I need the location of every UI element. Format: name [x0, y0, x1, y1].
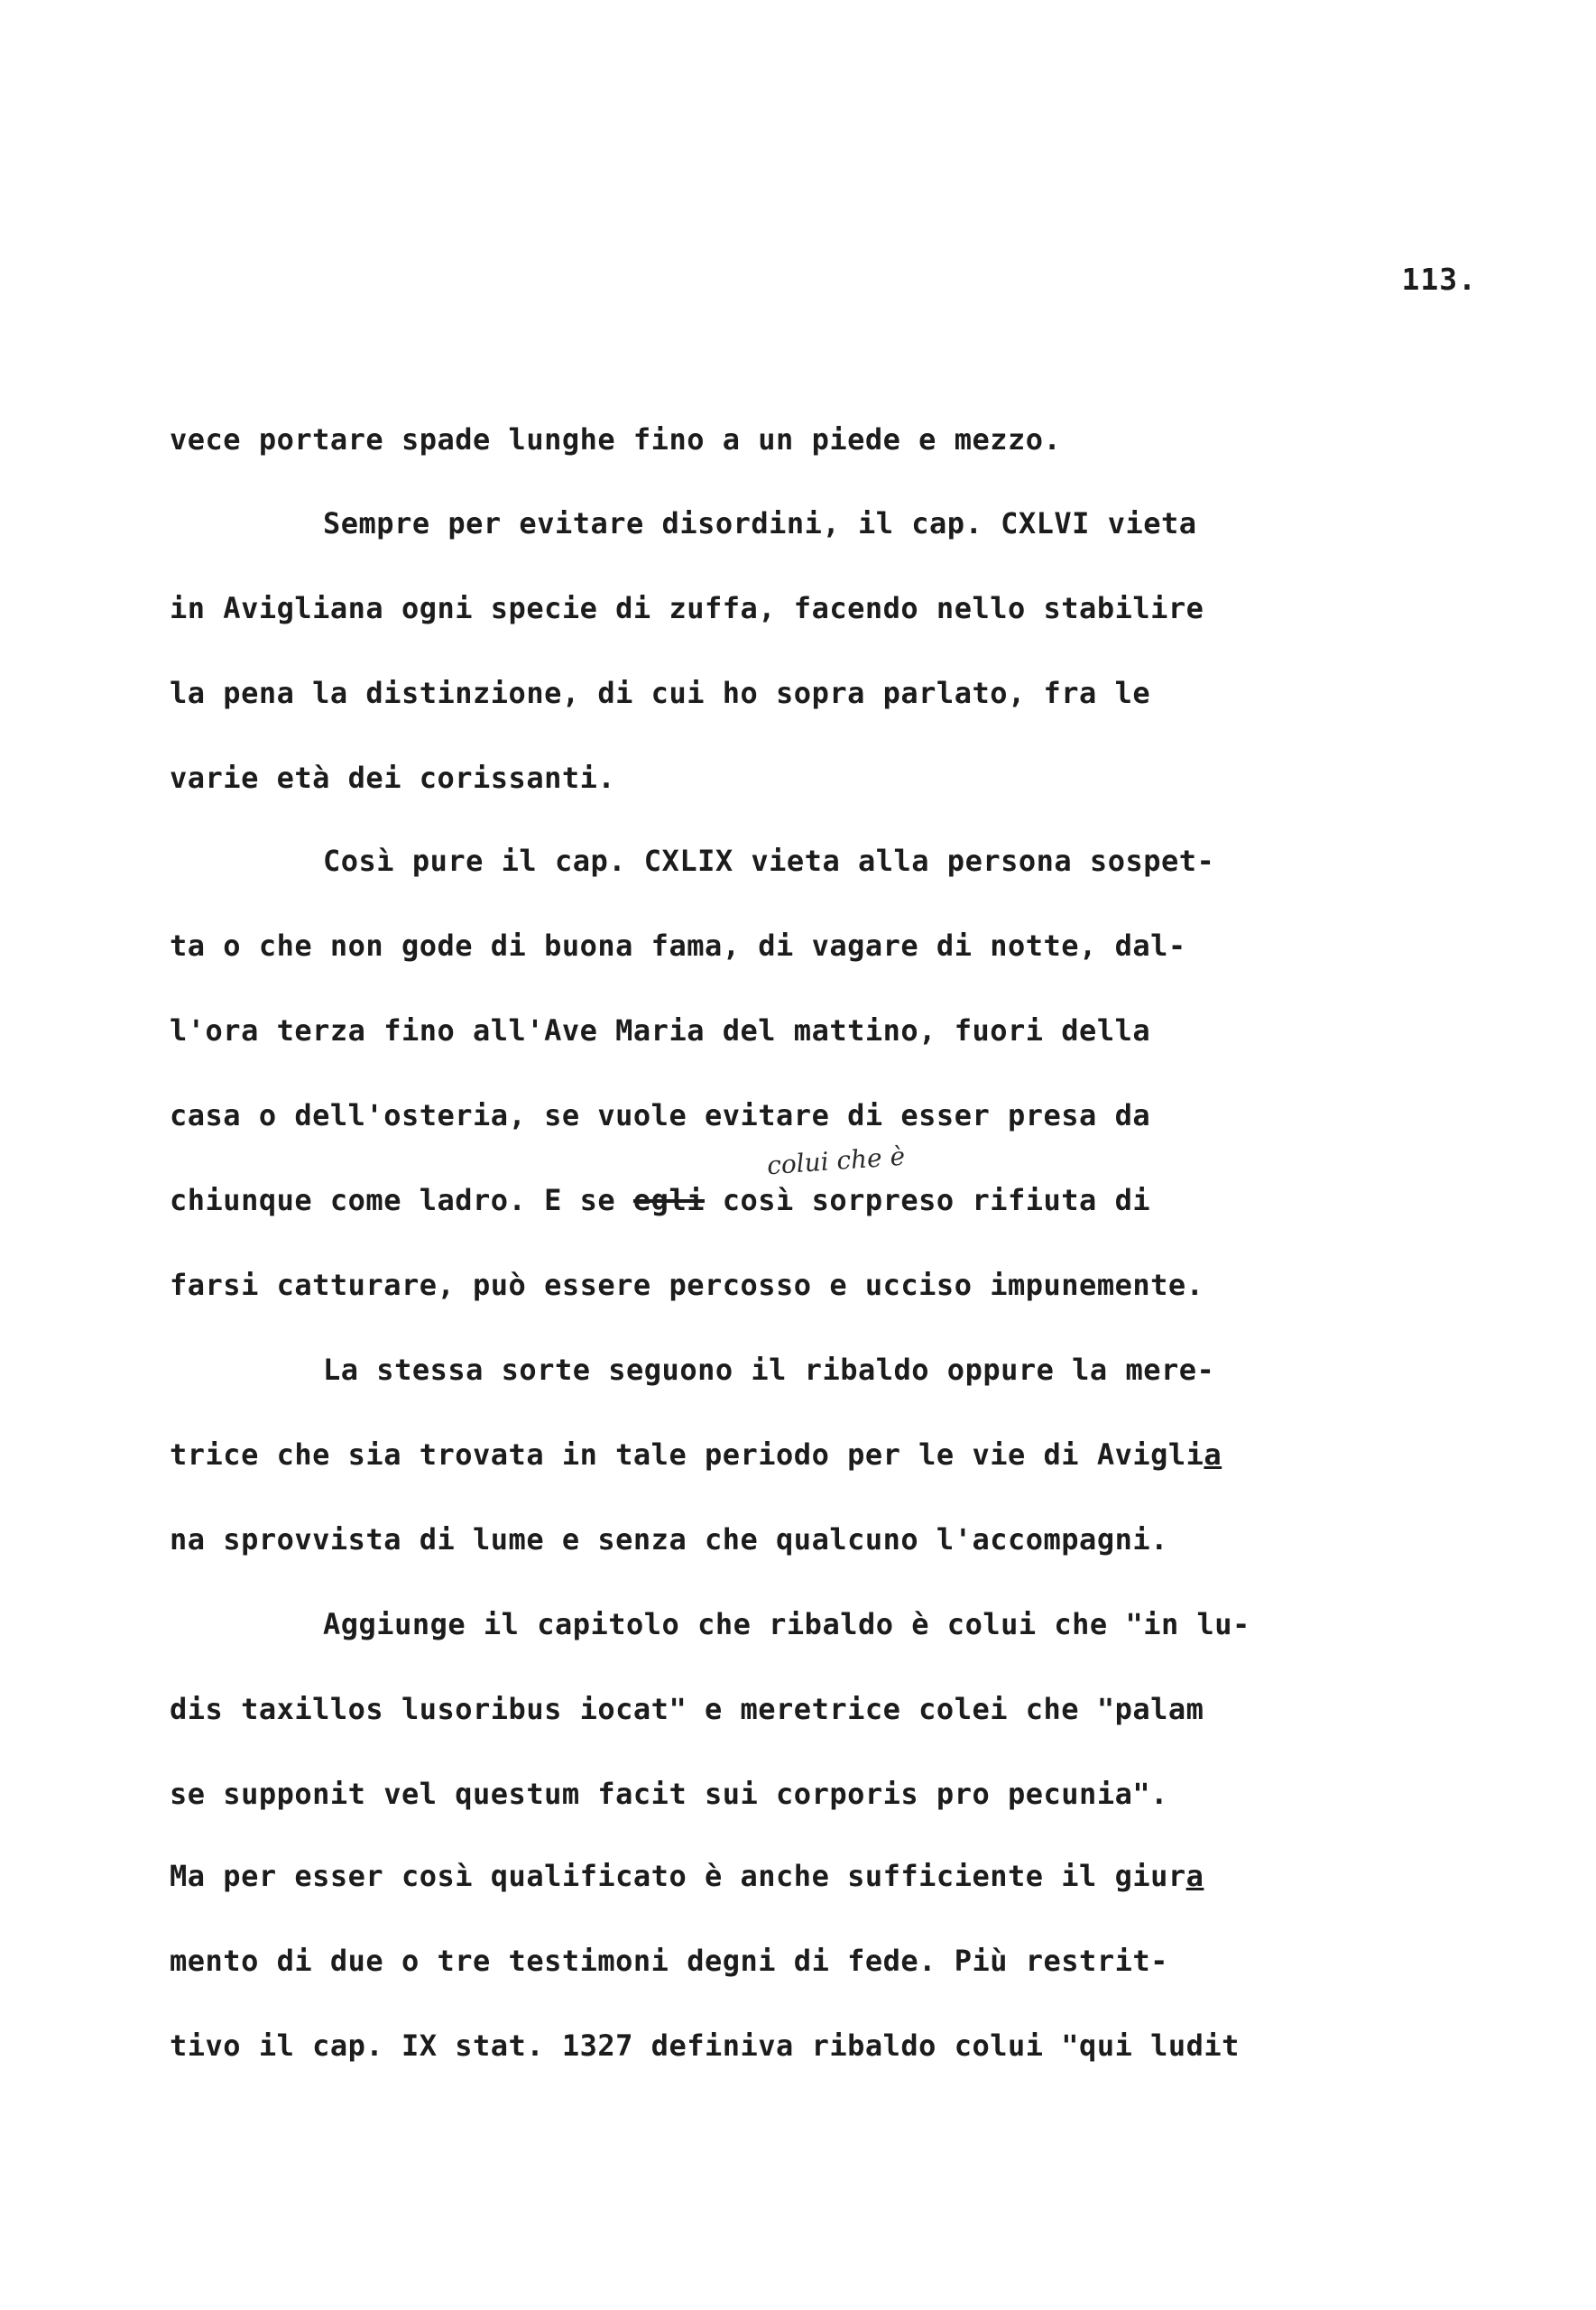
handwritten-correction: colui che è	[766, 1141, 907, 1181]
text-segment: casa o dell'osteria, se vuole evitare di esser presa da	[170, 1098, 1151, 1132]
text-segment: la pena la distinzione, di cui ho sopra parlato, fra le	[170, 676, 1151, 710]
text-segment: Sempre per evitare disordini, il cap. CXLVI vieta	[323, 506, 1197, 541]
text-line	[323, 843, 1214, 879]
text-line	[170, 1521, 1168, 1557]
text-segment: vece portare spade lunghe fino a un piede e mezzo.	[170, 422, 1062, 457]
text-line	[323, 505, 1197, 541]
text-segment: na sprovvista di lume e senza che qualcuno l'accompagni.	[170, 1522, 1168, 1557]
text-line	[323, 1606, 1250, 1642]
text-segment: l'ora terza fino all'Ave Maria del mattino, fuori della	[170, 1013, 1151, 1048]
text-line	[170, 2028, 1240, 2064]
text-segment: così sorpreso rifiuta di	[704, 1183, 1151, 1217]
text-line	[170, 1943, 1168, 1979]
page-number: 113.	[1401, 262, 1477, 297]
text-line	[170, 1097, 1150, 1133]
underlined-text: a	[1185, 1859, 1204, 1893]
text-line	[170, 1776, 1168, 1812]
text-line	[323, 1352, 1214, 1388]
text-line	[170, 1012, 1150, 1049]
underlined-text: a	[1204, 1437, 1222, 1472]
text-line	[170, 590, 1204, 626]
text-segment: mento di due o tre testimoni degni di fede. Più restrit-	[170, 1944, 1168, 1978]
text-line	[170, 421, 1061, 457]
text-line	[170, 675, 1150, 711]
text-segment: varie età dei corissanti.	[170, 761, 616, 795]
text-segment: trice che sia trovata in tale periodo per le vie di Avigli	[170, 1437, 1204, 1472]
text-segment: La stessa sorte seguono il ribaldo oppure la mere-	[323, 1353, 1215, 1387]
text-segment: se supponit vel questum facit sui corporis pro pecunia".	[170, 1777, 1168, 1811]
struck-word: egli	[632, 1183, 705, 1217]
text-segment: farsi catturare, può essere percosso e ucciso impunemente.	[170, 1268, 1204, 1302]
text-segment: Così pure il cap. CXLIX vieta alla persona sospet-	[323, 844, 1215, 878]
text-line	[170, 1691, 1204, 1727]
text-line	[170, 1437, 1222, 1473]
text-line	[170, 1267, 1204, 1303]
text-line	[170, 1182, 1150, 1218]
text-segment: dis taxillos lusoribus iocat" e meretrice colei che "palam	[170, 1692, 1204, 1726]
text-line	[170, 760, 615, 796]
text-segment: ta o che non gode di buona fama, di vagare di notte, dal-	[170, 929, 1186, 963]
text-segment: chiunque come ladro. E se	[170, 1183, 633, 1217]
text-line	[170, 1858, 1204, 1894]
text-segment: tivo il cap. IX stat. 1327 definiva ribaldo colui "qui ludit	[170, 2028, 1240, 2063]
text-segment: Aggiunge il capitolo che ribaldo è colui che "in lu-	[323, 1607, 1250, 1641]
text-line	[170, 928, 1186, 964]
text-segment: Ma per esser così qualificato è anche sufficiente il giur	[170, 1859, 1186, 1893]
text-segment: in Avigliana ogni specie di zuffa, facendo nello stabilire	[170, 591, 1204, 625]
